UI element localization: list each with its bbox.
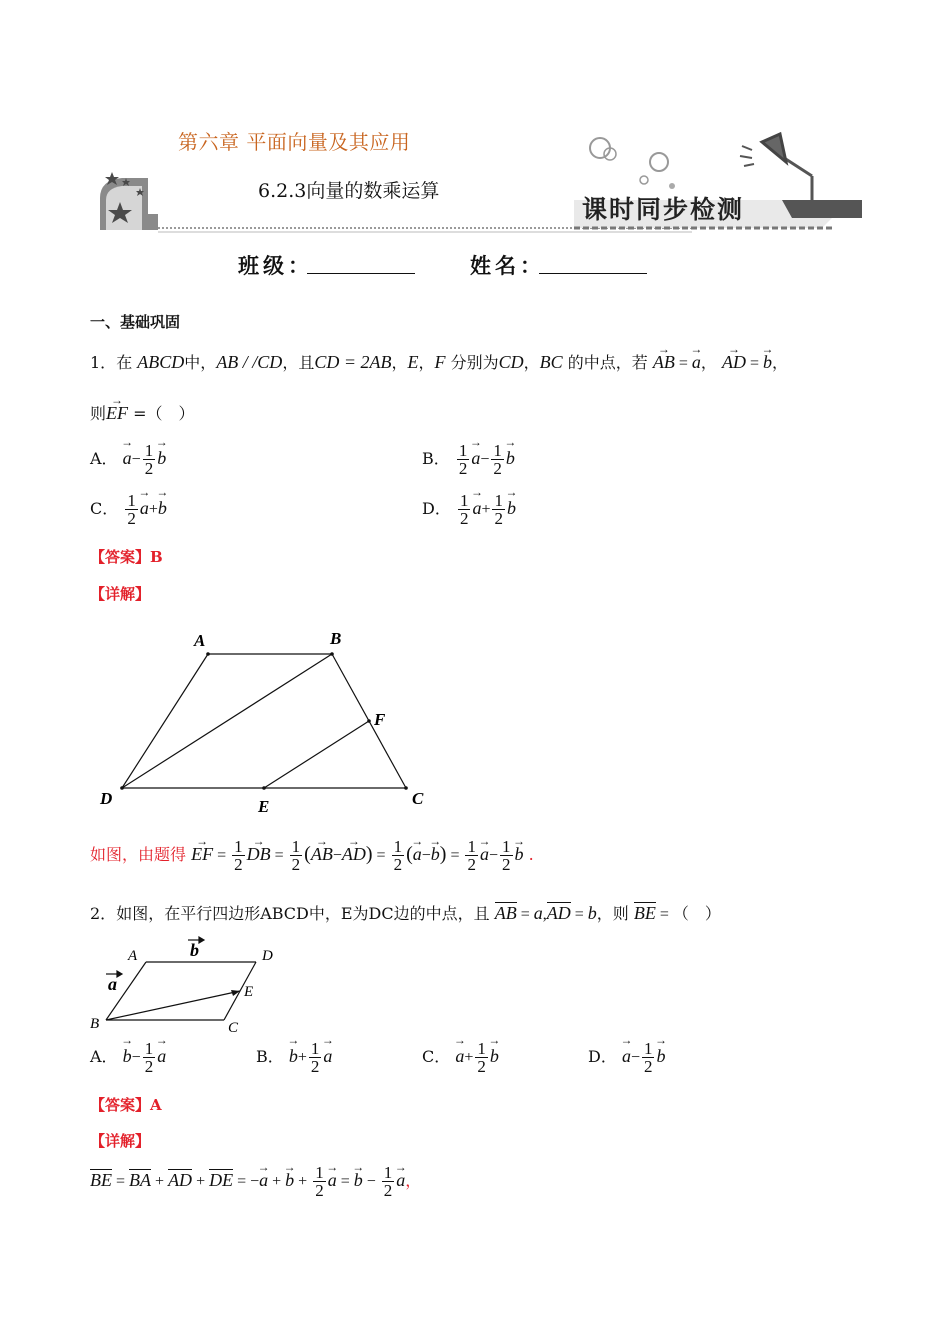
label-f: F [374,710,386,729]
lesson-title: 6.2.3向量的数乘运算 [258,180,440,202]
label-b: B [90,1016,100,1032]
desk-lamp-icon [740,134,812,204]
segment-ef [264,721,369,788]
label-e: E [244,984,254,1000]
question-1-stem: 1．在 ABCD中，AB / /CD，且CD = 2AB，E，F 分别为CD，BC 的中点，若 → AB = → a， → AD = → b， [90,351,870,375]
q2-number: 2． [90,904,117,923]
q1-option-b[interactable]: B． $\frac{1}{2}$ → a− $\frac{1}{2}$ → b [422,442,515,477]
q2-option-a[interactable]: A． → b− $\frac{1}{2}$ → a [90,1040,166,1075]
q1-number: 1． [90,353,117,372]
brand-title: 课时同步检测 [582,195,745,224]
label-b: B [330,629,342,648]
label-a: A [128,948,138,964]
diagonal-db [122,654,332,788]
chapter-title: 第六章 平面向量及其应用 [178,130,411,154]
decorative-circles-icon [590,138,675,189]
segment-be [106,991,240,1020]
question-2-stem: 2．如图，在平行四边形ABCD中，E为DC边的中点，且 AB = a,AD = b，则 BE = （ ） [90,903,721,923]
label-e: E [258,797,270,816]
label-c: C [228,1020,239,1034]
vector-a-label: a [108,974,117,994]
q2-parallelogram-figure [90,934,290,1034]
q2-option-c[interactable]: C． → a+ $\frac{1}{2}$ → b [422,1040,499,1075]
q1-trapezoid-figure [90,620,450,820]
star-badge-icon [100,172,158,230]
edge-da [122,654,208,788]
q2-detail-label: 【详解】 [90,1132,151,1150]
section-title: 一、基础巩固 [90,313,181,331]
label-a: A [194,631,206,650]
q1-option-d[interactable]: D． $\frac{1}{2}$ → a+ $\frac{1}{2}$ → b [422,492,516,527]
label-c: C [412,789,424,808]
q2-answer: 【答案】A [90,1096,162,1114]
question-1-ask: 则→ EF =（ ） [90,402,195,425]
header-banner [92,120,872,240]
class-field[interactable] [307,249,415,274]
label-d: D [262,948,273,964]
vector-b-label: b [190,940,199,960]
class-label: 班级： [238,253,313,278]
q1-option-a[interactable]: A． → a− $\frac{1}{2}$ → b [90,442,166,477]
q2-option-b[interactable]: B． → b+ $\frac{1}{2}$ → a [256,1040,332,1075]
q1-option-c[interactable]: C． $\frac{1}{2}$ → a+→ b [90,492,167,527]
label-d: D [100,789,113,808]
q2-solution: BE = BA + AD + DE = −→ a + → b + $\frac{1}{2}$ → a = → b − $\frac{1}{2}$ → a， [90,1164,421,1199]
q1-detail-label: 【详解】 [90,585,151,603]
q2-option-d[interactable]: D． → a− $\frac{1}{2}$ → b [588,1040,665,1075]
name-field[interactable] [539,249,647,274]
q1-answer: 【答案】B [90,548,163,566]
q1-solution: 如图，由题得 → EF = $\frac{1}{2}$ → DB = $\frac{1}{2}$ (→ AB−→ AD) = $\frac{1}{2}$ (→ a−→ b) = $\frac{1}{2}$ → a− $\frac{1}{2}$ → b . [90,838,534,873]
name-label: 姓名： [470,253,545,278]
